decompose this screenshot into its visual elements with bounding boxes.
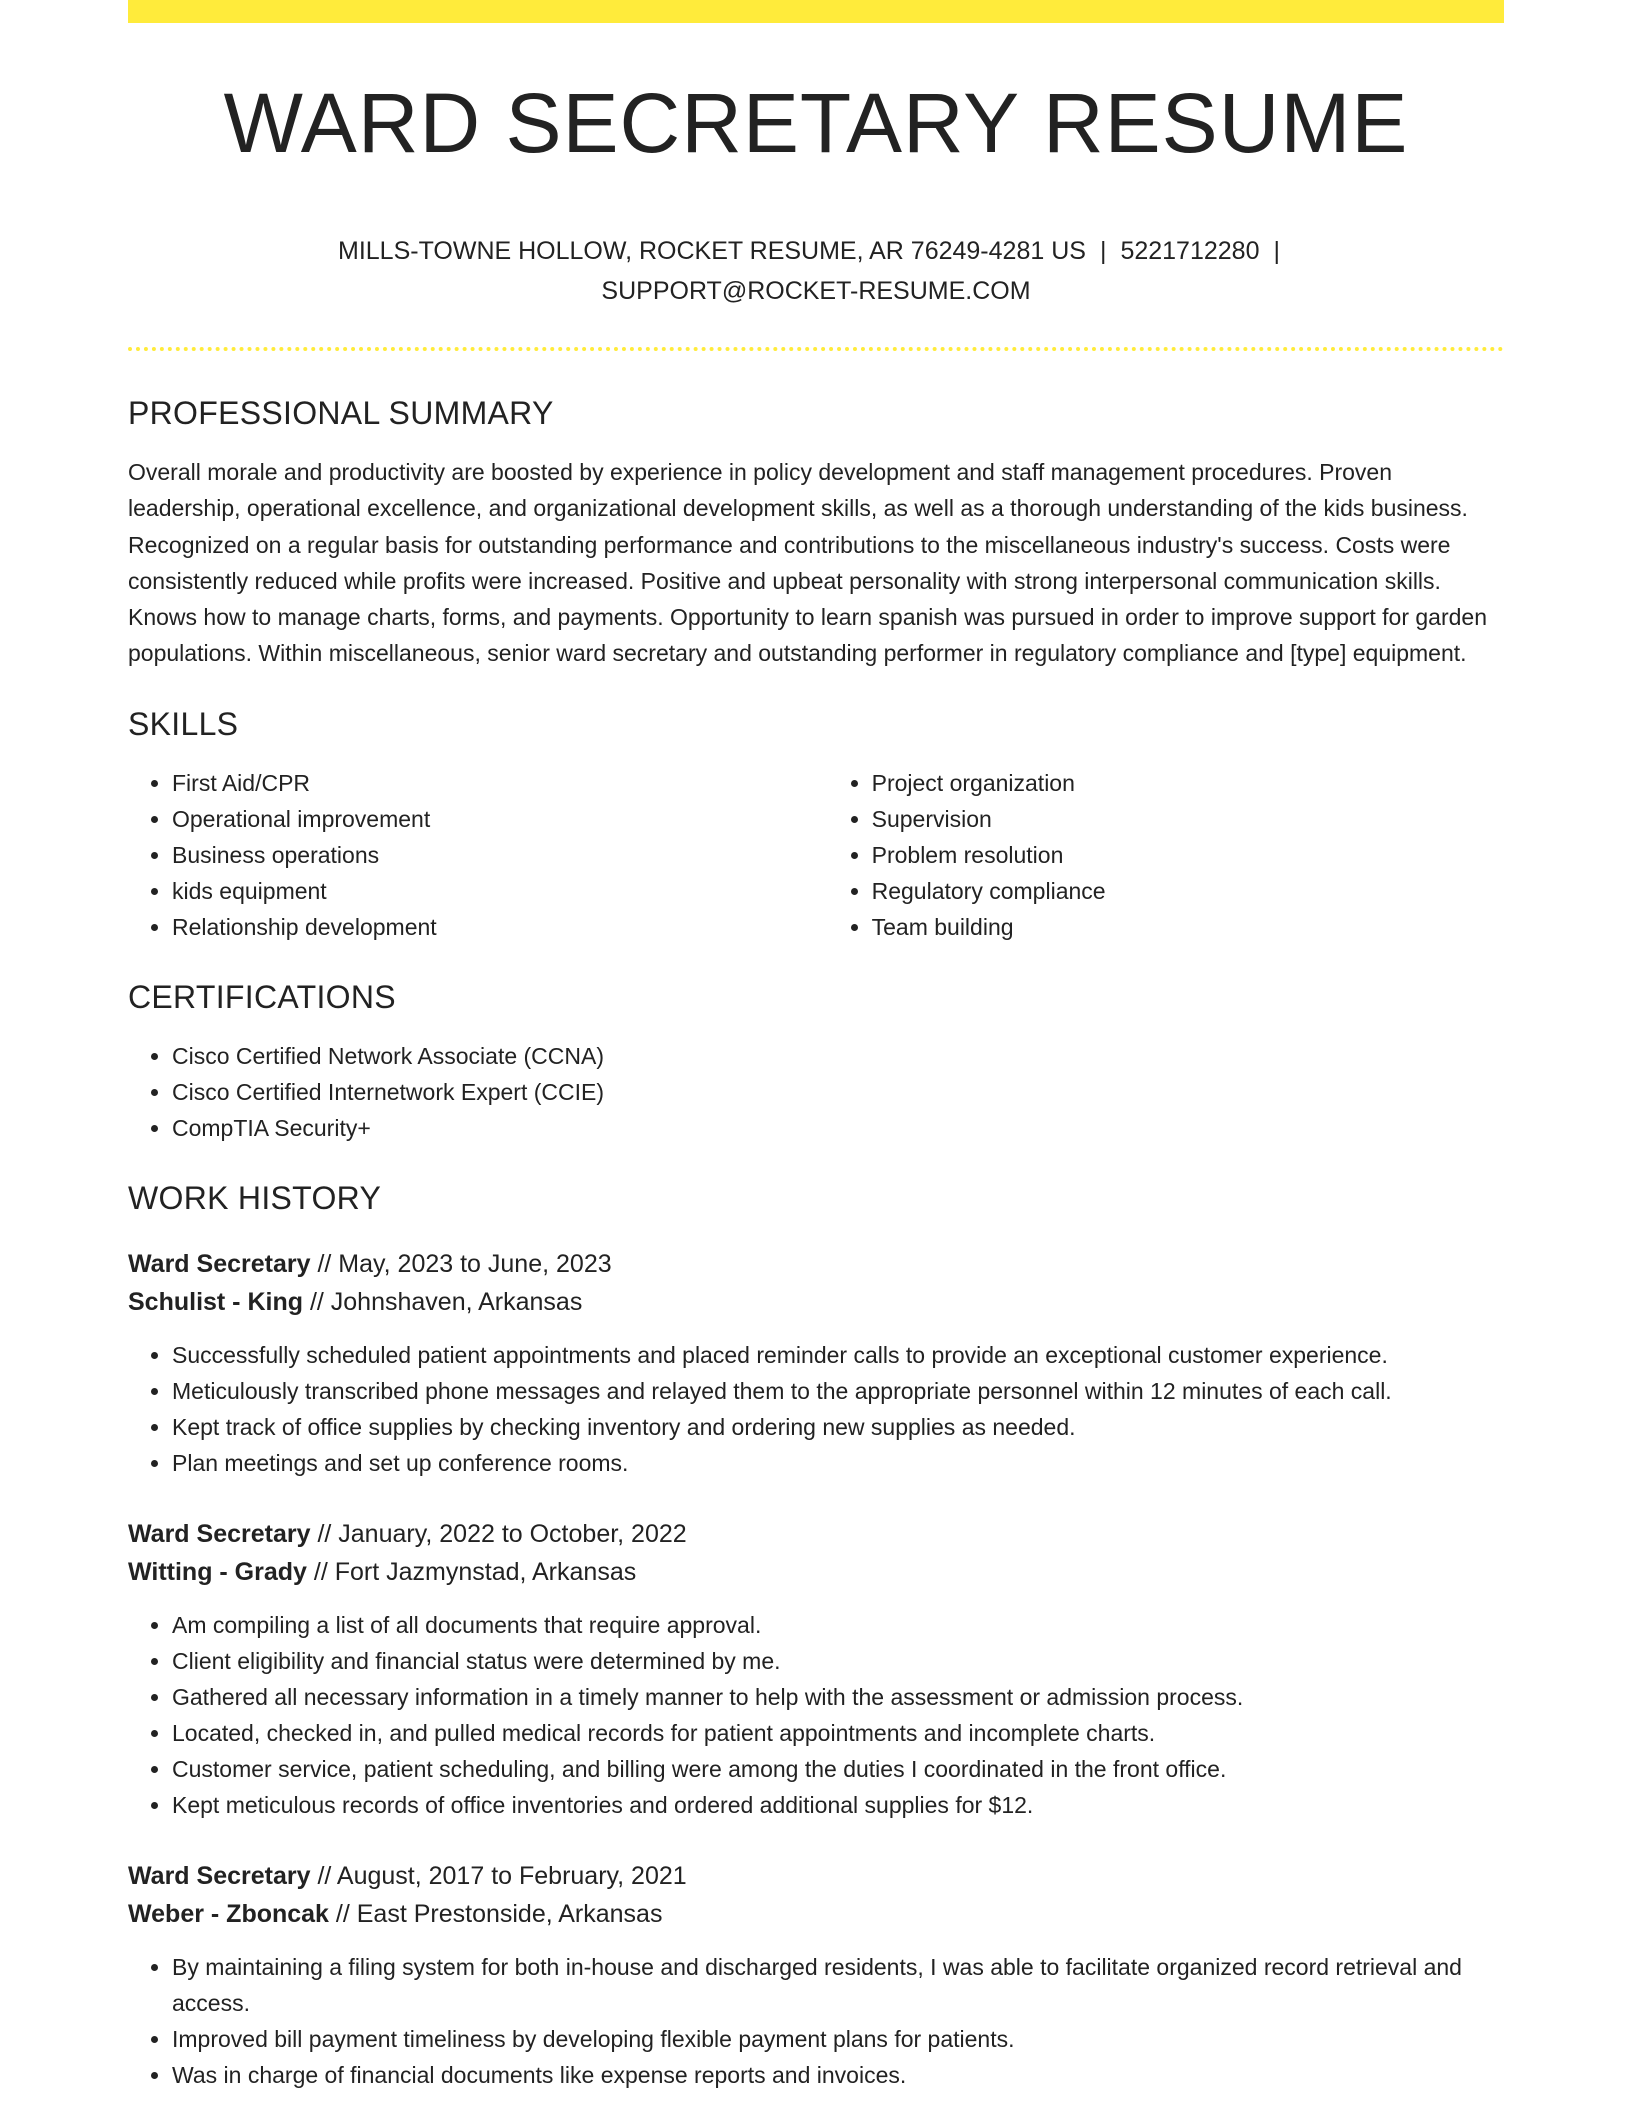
skills-columns [128,765,1504,945]
skill-item: • Project organization [872,765,1504,801]
section-heading: PROFESSIONAL SUMMARY [128,395,554,431]
job-title-line [128,1245,1504,1283]
duty-item: • Kept track of office supplies by checking inventory and ordering new supplies as needed. [172,1409,1504,1445]
skill-item: • Supervision [872,801,1504,837]
job-entry [128,1515,1504,1823]
duty-item: • Kept meticulous records of office inventories and ordered additional supplies for $12. [172,1787,1504,1823]
job-entry [128,1857,1504,2093]
skills-section [128,706,1504,945]
email: SUPPORT@ROCKET-RESUME.COM [601,277,1031,305]
phone: 5221712280 [1120,237,1260,265]
job-duties [128,1949,1504,2093]
job-company: Witting - Grady [128,1557,307,1586]
duty-item: • Am compiling a list of all documents that require approval. [172,1607,1504,1643]
job-location: // Fort Jazmynstad, Arkansas [306,1557,637,1586]
skill-item: • Regulatory compliance [872,873,1504,909]
job-company: Weber - Zboncak [128,1899,329,1928]
certification-item: • Cisco Certified Network Associate (CCNA) [172,1038,1504,1074]
section-heading: CERTIFICATIONS [128,978,396,1015]
duty-item: • By maintaining a filing system for both in-house and discharged residents, I was able to facilitate organized record retrieval and access. [172,1949,1504,2021]
address: MILLS-TOWNE HOLLOW, ROCKET RESUME, AR 76249-4281 US [338,237,1086,265]
certifications-section [128,979,1504,1146]
duty-item: • Improved bill payment timeliness by developing flexible payment plans for patients. [172,2021,1504,2057]
skills-list-left [128,765,828,945]
job-title: Ward Secretary [128,1249,311,1278]
skill-item: • kids equipment [172,873,828,909]
summary-text: Overall morale and productivity are boosted by experience in policy development and staff management procedures. Proven leadership, operational excellence, and organizational development skills, as well as a thorough understanding of the kids business. Recognized on a regular basis for outstanding performance and contributions to the miscellaneous industry's success. Costs were consistently reduced while profits were increased. Positive and upbeat personality with strong interpersonal communication skills. Knows how to manage charts, forms, and payments. Opportunity to learn spanish was pursued in order to improve support for garden populations. Within miscellaneous, senior ward secretary and outstanding performer in regulatory compliance and [type] equipment. [128,459,1487,667]
certification-item: • Cisco Certified Internetwork Expert (CCIE) [172,1074,1504,1110]
job-title: Ward Secretary [128,1519,311,1548]
duty-item: • Was in charge of financial documents like expense reports and invoices. [172,2057,1504,2093]
skill-item: • First Aid/CPR [172,765,828,801]
job-title-line [128,1857,1504,1895]
job-location: // East Prestonside, Arkansas [328,1899,663,1928]
duty-item: • Located, checked in, and pulled medical records for patient appointments and incomplete charts. [172,1715,1504,1751]
certifications-list [128,1038,1504,1146]
duty-item: • Meticulously transcribed phone messages and relayed them to the appropriate personnel within 12 minutes of each call. [172,1373,1504,1409]
skill-item: • Relationship development [172,909,828,945]
accent-bar [128,0,1504,23]
skill-item: • Problem resolution [872,837,1504,873]
job-dates: // January, 2022 to October, 2022 [310,1519,687,1548]
skills-list-right [828,765,1504,945]
job-dates: // August, 2017 to February, 2021 [310,1861,687,1890]
contact-separator: | [1273,237,1280,265]
job-location: // Johnshaven, Arkansas [303,1287,583,1316]
job-company-line [128,1553,1504,1591]
skill-item: • Team building [872,909,1504,945]
job-company: Schulist - King [128,1287,303,1316]
duty-item: • Plan meetings and set up conference rooms. [172,1445,1504,1481]
contact-info [326,231,1306,311]
resume-title: WARD SECRETARY RESUME [223,76,1409,170]
duty-item: • Successfully scheduled patient appointments and placed reminder calls to provide an exceptional customer experience. [172,1337,1504,1373]
resume-page [128,0,1504,2093]
duty-item: • Client eligibility and financial status were determined by me. [172,1643,1504,1679]
work-history-section [128,1180,1504,2093]
section-heading: WORK HISTORY [128,1179,382,1216]
skill-item: • Business operations [172,837,828,873]
job-duties [128,1607,1504,1823]
job-dates: // May, 2023 to June, 2023 [310,1249,612,1278]
job-duties [128,1337,1504,1481]
dotted-divider [128,347,1504,351]
certification-item: • CompTIA Security+ [172,1110,1504,1146]
contact-separator: | [1099,237,1107,265]
skill-item: • Operational improvement [172,801,828,837]
job-title-line [128,1515,1504,1553]
job-entry [128,1245,1504,1481]
duty-item: • Customer service, patient scheduling, and billing were among the duties I coordinated in the front office. [172,1751,1504,1787]
job-title: Ward Secretary [128,1861,311,1890]
duty-item: • Gathered all necessary information in a timely manner to help with the assessment or admission process. [172,1679,1504,1715]
summary-section [128,395,1504,672]
section-heading: SKILLS [128,705,239,742]
job-company-line [128,1895,1504,1933]
job-company-line [128,1283,1504,1321]
